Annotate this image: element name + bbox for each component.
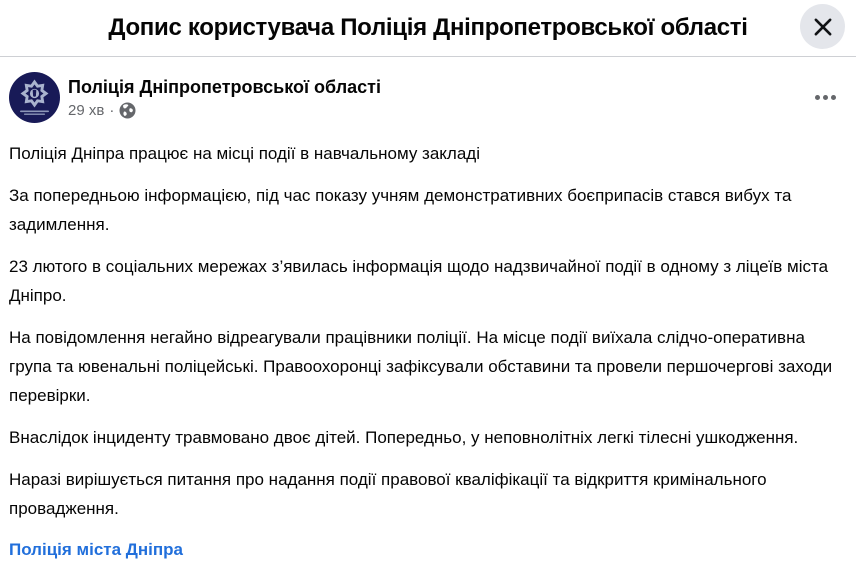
post-body bbox=[0, 123, 856, 561]
post-paragraph: 23 лютого в соціальних мережах з’явилась інформація щодо надзвичайної події в одному з ліцеїв міста Дніпро. bbox=[9, 257, 829, 305]
post-paragraph: Поліція Дніпра працює на місці події в навчальному закладі bbox=[9, 144, 480, 163]
meta-separator: · bbox=[109, 101, 115, 119]
author-block bbox=[68, 76, 813, 119]
page-mention-link[interactable]: Поліція міста Дніпра bbox=[9, 540, 183, 559]
post-meta bbox=[68, 102, 813, 119]
avatar[interactable] bbox=[9, 72, 60, 123]
close-button[interactable] bbox=[800, 4, 845, 49]
dialog-header bbox=[0, 0, 856, 57]
post-paragraph: Наразі вирішується питання про надання події правової кваліфікації та відкриття кримінального провадження. bbox=[9, 470, 767, 518]
post-paragraph: За попередньою інформацією, під час показу учням демонстративних боєприпасів стався вибух та задимлення. bbox=[9, 186, 792, 234]
post-options-button[interactable] bbox=[813, 85, 838, 110]
post-header bbox=[0, 57, 856, 123]
post-timestamp[interactable]: 29 хв bbox=[68, 101, 105, 119]
globe-icon bbox=[119, 102, 136, 119]
ellipsis-icon bbox=[815, 95, 820, 100]
author-name-link[interactable]: Поліція Дніпропетровської області bbox=[68, 77, 381, 98]
dialog-title: Допис користувача Поліція Дніпропетровської області bbox=[108, 14, 748, 41]
post-paragraph: Внаслідок інциденту травмовано двоє дітей. Попередньо, у неповнолітніх легкі тілесні ушкодження. bbox=[9, 428, 799, 447]
post-paragraph: На повідомлення негайно відреагували працівники поліції. На місце події виїхала слідчо-оперативна група та ювенальні поліцейські. Правоохоронці зафіксували обставини та провели першочергові заходи перевірки. bbox=[9, 328, 833, 405]
close-icon bbox=[812, 16, 834, 38]
